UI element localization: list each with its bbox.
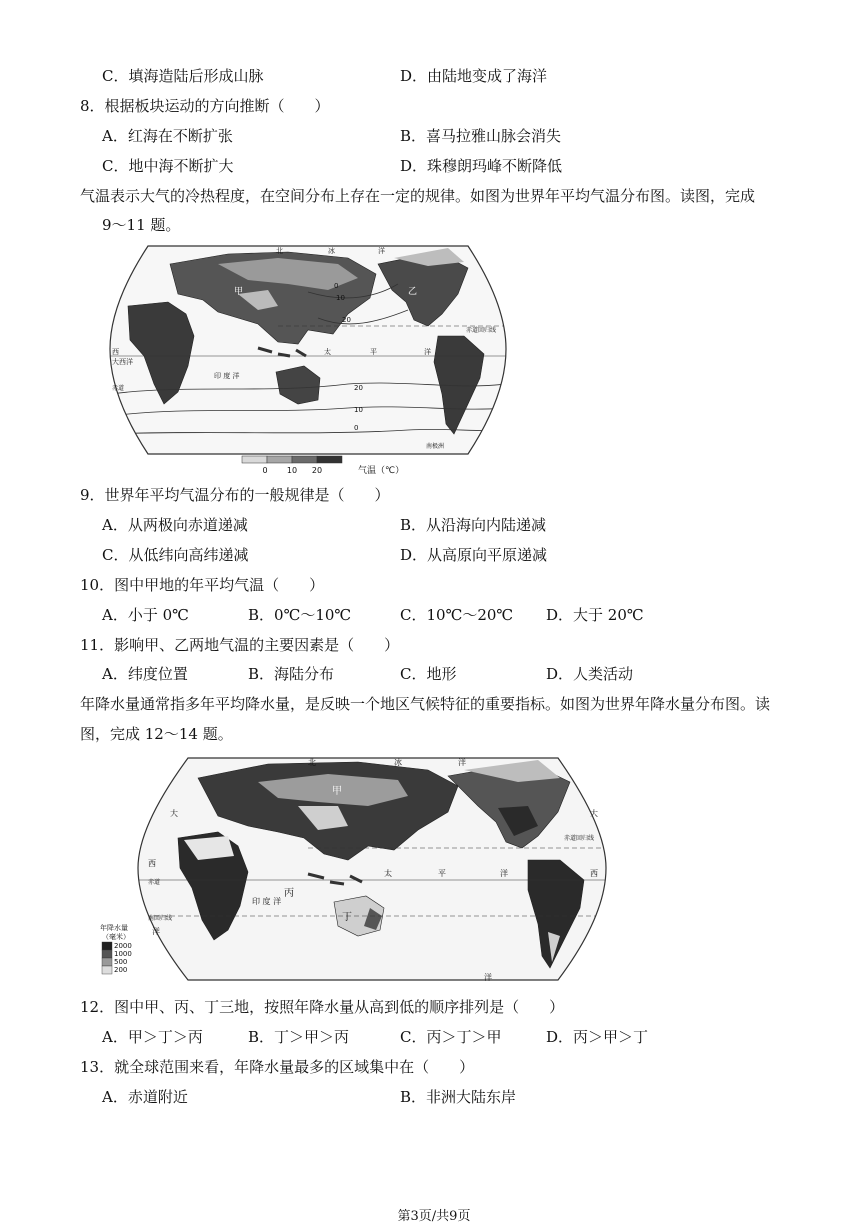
map2-label-jia: 甲 — [332, 786, 342, 797]
q11-option-d: D．人类活动 — [546, 665, 634, 683]
q10-option-d: D．大于 20℃ — [546, 606, 644, 624]
map1-label-yi: 乙 — [408, 287, 418, 297]
q10-option-c: C．10℃～20℃ — [400, 606, 514, 624]
legend2-swatch-4 — [102, 966, 112, 974]
map1-label-south: 南极洲 — [426, 443, 445, 450]
map2-label-da-left: 大 — [170, 809, 178, 818]
precipitation-map — [100, 756, 608, 986]
legend-swatch-3 — [292, 456, 317, 463]
legend2-val-1000: 1000 — [114, 950, 132, 958]
map2-label-pacific1: 太 — [384, 869, 392, 878]
map2-label-da-right: 大 — [590, 809, 598, 818]
q10-stem: 10．图中甲地的年平均气温（ ） — [80, 576, 325, 594]
temperature-legend — [242, 456, 404, 476]
legend2-val-2000: 2000 — [114, 942, 132, 950]
map1-iso-20b: 20 — [354, 384, 363, 392]
legend2-val-200: 200 — [114, 966, 128, 974]
q10-option-a: A．小于 0℃ — [102, 606, 189, 624]
q11-option-a: A．纬度位置 — [102, 665, 188, 683]
q8-option-a: A．红海在不断扩张 — [102, 127, 233, 145]
intro2-line2: 图，完成 12～14 题。 — [80, 725, 233, 743]
map1-iso-10b: 10 — [354, 406, 363, 414]
map2-label-indian: 印 度 洋 — [252, 897, 282, 906]
legend-swatch-4 — [317, 456, 342, 463]
legend2-swatch-2 — [102, 950, 112, 958]
map2-label-west-right: 西 — [590, 869, 598, 878]
map1-label-ice: 冰 — [328, 247, 335, 255]
map1-label-equator-left: 赤道 — [112, 385, 125, 392]
legend-tick-0: 0 — [262, 466, 268, 475]
q11-stem: 11．影响甲、乙两地气温的主要因素是（ ） — [80, 636, 400, 654]
page-number: 第3页/共9页 — [397, 1209, 471, 1224]
map2-label-pacific3: 洋 — [500, 869, 508, 878]
legend2-title2: （毫米） — [102, 933, 130, 941]
q12-option-a: A．甲＞丁＞丙 — [102, 1028, 203, 1046]
map2-label-ocean-a: 洋 — [458, 758, 466, 767]
q11-option-c: C．地形 — [400, 665, 457, 683]
temperature-map — [108, 244, 508, 476]
map1-label-equator-right: 赤道回归线 — [466, 327, 497, 334]
map1-label-pacific1: 太 — [324, 348, 331, 356]
map2-label-tropic-right: 赤道回归线 — [564, 835, 595, 842]
intro1-line2: 9～11 题。 — [102, 216, 181, 234]
map1-label-ocean: 洋 — [378, 247, 385, 255]
q7-option-d: D．由陆地变成了海洋 — [400, 67, 548, 85]
q9-option-d: D．从高原向平原递减 — [400, 546, 548, 564]
map1-label-north: 北 — [276, 247, 283, 255]
map1-label-jia: 甲 — [234, 287, 244, 297]
map1-label-atlantic: 大西洋 — [112, 358, 133, 366]
q12-option-c: C．丙＞丁＞甲 — [400, 1028, 502, 1046]
map2-label-tropic: 南回归线 — [148, 915, 173, 922]
q9-stem: 9．世界年平均气温分布的一般规律是（ ） — [80, 486, 390, 504]
map2-label-ocean-sw: 洋 — [152, 927, 160, 936]
map1-iso-10: 10 — [336, 294, 345, 302]
map1-label-pacific3: 洋 — [424, 348, 431, 356]
precipitation-legend — [100, 923, 132, 974]
map2-label-ice: 冰 — [394, 758, 402, 767]
legend2-title1: 年降水量 — [100, 924, 128, 932]
map1-iso-0: 0 — [334, 282, 339, 290]
map1-label-indian: 印 度 洋 — [214, 372, 240, 380]
legend2-swatch-1 — [102, 942, 112, 950]
q12-option-b: B．丁＞甲＞丙 — [248, 1028, 350, 1046]
intro1-line1: 气温表示大气的冷热程度，在空间分布上存在一定的规律。如图为世界年平均气温分布图。读图，完成 — [80, 187, 756, 205]
q12-option-d: D．丙＞甲＞丁 — [546, 1028, 649, 1046]
legend-swatch-2 — [267, 456, 292, 463]
q8-option-c: C．地中海不断扩大 — [102, 157, 234, 175]
map1-label-pacific2: 平 — [370, 348, 377, 356]
map2-label-north: 北 — [308, 758, 316, 767]
q7-option-c: C．填海造陆后形成山脉 — [102, 67, 264, 85]
map2-label-bing: 丙 — [284, 888, 294, 899]
map1-label-west: 西 — [112, 348, 119, 356]
q13-option-b: B．非洲大陆东岸 — [400, 1088, 517, 1106]
q13-stem: 13．就全球范围来看，年降水量最多的区域集中在（ ） — [80, 1058, 475, 1076]
legend-tick-10: 10 — [286, 466, 298, 475]
q13-option-a: A．赤道附近 — [102, 1088, 188, 1106]
q11-option-b: B．海陆分布 — [248, 665, 335, 683]
q8-stem: 8．根据板块运动的方向推断（ ） — [80, 97, 330, 115]
legend-title: 气温（℃） — [358, 466, 405, 476]
q9-option-b: B．从沿海向内陆递减 — [400, 516, 547, 534]
intro2-line1: 年降水量通常指多年平均降水量，是反映一个地区气候特征的重要指标。如图为世界年降水量分布图。读 — [80, 695, 771, 713]
legend-swatch-1 — [242, 456, 267, 463]
map2-label-ocean-b: 洋 — [484, 973, 492, 982]
q8-option-b: B．喜马拉雅山脉会消失 — [400, 127, 562, 145]
map1-iso-0b: 0 — [354, 424, 359, 432]
q12-stem: 12．图中甲、丙、丁三地，按照年降水量从高到低的顺序排列是（ ） — [80, 998, 565, 1016]
legend2-val-500: 500 — [114, 958, 128, 966]
q10-option-b: B．0℃～10℃ — [248, 606, 352, 624]
q9-option-a: A．从两极向赤道递减 — [102, 516, 248, 534]
q8-option-d: D．珠穆朗玛峰不断降低 — [400, 157, 563, 175]
legend2-swatch-3 — [102, 958, 112, 966]
q9-option-c: C．从低纬向高纬递减 — [102, 546, 249, 564]
map2-label-ding: 丁 — [342, 912, 352, 923]
map1-iso-20: 20 — [342, 316, 351, 324]
legend-tick-20: 20 — [311, 466, 323, 475]
map2-label-equator: 赤道 — [148, 879, 161, 886]
map2-label-west-left: 西 — [148, 859, 156, 868]
map2-label-pacific2: 平 — [438, 869, 446, 878]
